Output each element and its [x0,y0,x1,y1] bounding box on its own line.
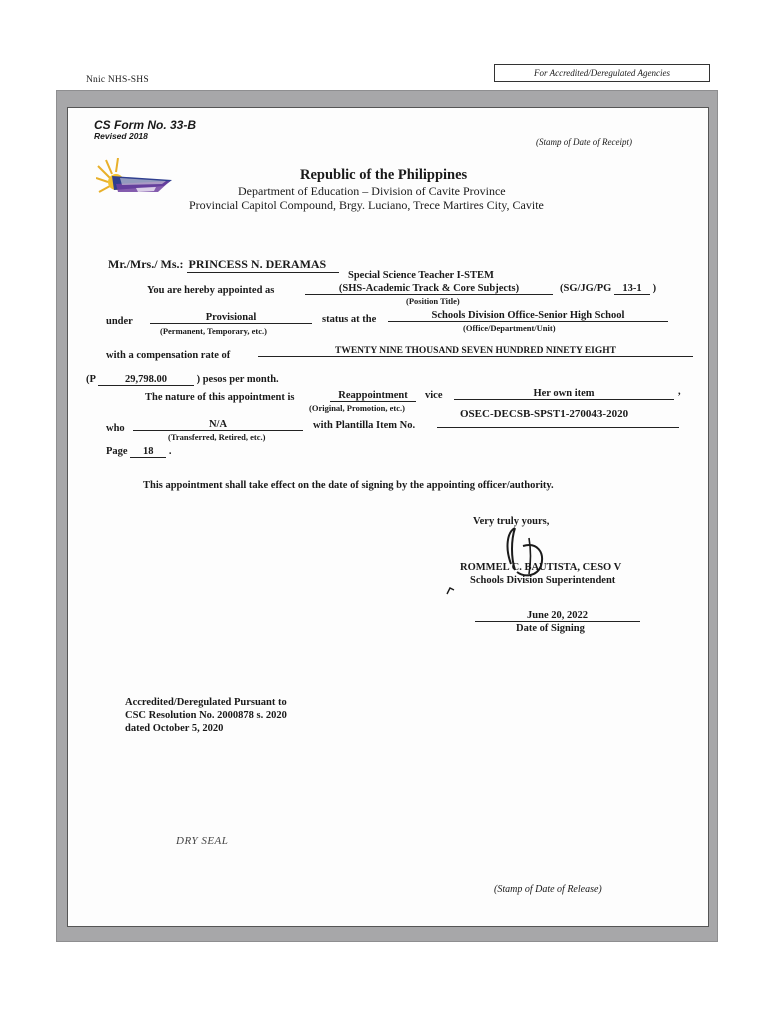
office-caption: (Office/Department/Unit) [463,323,556,333]
signatory-name: ROMMEL C. BAUTISTA, CESO V [460,562,622,573]
salary-grade-value: 13-1 [614,283,650,295]
stamp-receipt-label: (Stamp of Date of Receipt) [536,137,632,147]
deped-cavite-logo-icon [96,158,176,202]
document-code: Nnic NHS-SHS [86,75,149,85]
peso-open: (P [86,374,96,385]
compensation-words: TWENTY NINE THOUSAND SEVEN HUNDRED NINETY EIGHT [258,346,693,357]
vice-value: Her own item [454,388,674,400]
form-number: CS Form No. 33-B [94,118,197,132]
vice-comma: , [678,386,681,397]
salary-grade-row [560,283,656,295]
closing-line: Very truly yours, [473,516,550,527]
form-paper [67,107,709,927]
office-value: Schools Division Office-Senior High School [388,310,668,322]
nature-value: Reappointment [330,390,416,402]
signatory-title: Schools Division Superintendent [470,575,616,586]
agency-address: Provincial Capitol Compound, Brgy. Luciano, Trece Martires City, Cavite [189,198,544,212]
page-dot: . [168,446,172,457]
under-label: under [106,316,133,327]
position-title-line1: Special Science Teacher I-STEM [348,270,494,281]
appointed-as-label: You are hereby appointed as [147,285,275,296]
accreditation-line2: CSC Resolution No. 2000878 s. 2020 [125,710,287,721]
nature-caption: (Original, Promotion, etc.) [309,403,405,413]
status-value: Provisional [150,312,312,324]
status-at-label: status at the [322,314,377,325]
who-label: who [106,423,125,434]
salutation-row [108,257,339,273]
vice-label: vice [425,390,443,401]
position-caption: (Position Title) [406,296,460,306]
republic-heading: Republic of the Philippines [300,167,468,183]
peso-close: ) pesos per month. [196,374,279,385]
dry-seal-label: DRY SEAL [176,835,229,847]
who-caption: (Transferred, Retired, etc.) [168,432,266,442]
salutation-label: Mr./Mrs./ Ms.: [108,257,184,271]
status-caption: (Permanent, Temporary, etc.) [160,326,267,336]
salary-grade-close: ) [652,283,657,294]
effectivity-statement: This appointment shall take effect on the date of signing by the appointing officer/authority. [143,480,554,491]
plantilla-value: OSEC-DECSB-SPST1-270043-2020 [460,408,629,420]
who-value: N/A [133,419,303,431]
handwritten-signature [445,518,555,598]
peso-row [86,374,279,386]
plantilla-underline [437,427,679,428]
position-title-line2: (SHS-Academic Track & Core Subjects) [305,283,553,295]
form-revision: Revised 2018 [94,131,148,141]
peso-amount: 29,798.00 [98,374,194,386]
signing-date: June 20, 2022 [475,610,640,622]
agency-type-box: For Accredited/Deregulated Agencies [494,64,710,82]
accreditation-line1: Accredited/Deregulated Pursuant to [125,697,287,708]
salary-grade-label: (SG/JG/PG [560,283,612,294]
accreditation-line3: dated October 5, 2020 [125,723,224,734]
appointee-name: PRINCESS N. DERAMAS [187,257,339,273]
department-name: Department of Education – Division of Cavite Province [238,184,506,198]
nature-label: The nature of this appointment is [145,392,295,403]
page-label: Page [106,446,128,457]
page-value: 18 [130,446,166,458]
stamp-release-label: (Stamp of Date of Release) [494,884,602,895]
page-row [106,446,171,458]
plantilla-label: with Plantilla Item No. [313,420,416,431]
signing-date-caption: Date of Signing [516,623,585,634]
compensation-label: with a compensation rate of [106,350,231,361]
